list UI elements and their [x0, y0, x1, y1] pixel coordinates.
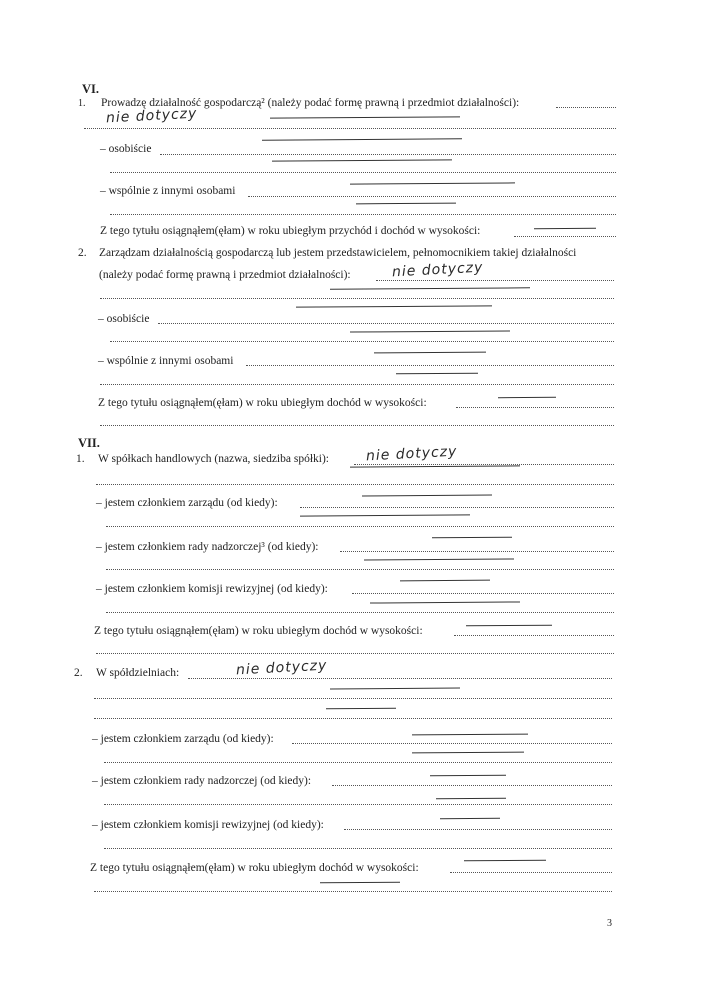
pen-stroke — [534, 228, 596, 229]
pen-stroke — [300, 514, 470, 516]
fill-line — [96, 652, 614, 654]
section-vii-item1-income: Z tego tytułu osiągnąłem(ęłam) w roku ubiegłym dochód w wysokości: — [94, 625, 423, 637]
pen-stroke — [412, 734, 528, 736]
section-vii-item1-board: – jestem członkiem zarządu (od kiedy): — [96, 497, 278, 509]
section-vii-item1-supervisory: – jestem członkiem rady nadzorczej³ (od kiedy): — [96, 541, 319, 553]
pen-stroke — [350, 465, 520, 467]
section-vi-item2-number: 2. — [78, 247, 87, 259]
fill-line — [300, 506, 614, 508]
fill-line — [514, 235, 616, 237]
pen-stroke — [350, 330, 510, 332]
pen-stroke — [374, 352, 486, 354]
pen-stroke — [272, 159, 452, 161]
fill-line — [344, 828, 612, 830]
section-vii-heading: VII. — [78, 436, 100, 450]
pen-stroke — [350, 182, 515, 184]
pen-stroke — [400, 580, 490, 582]
section-vi-item2-jointly: – wspólnie z innymi osobami — [98, 355, 234, 367]
fill-line — [94, 890, 612, 892]
fill-line — [100, 383, 614, 385]
pen-stroke — [440, 818, 500, 819]
fill-line — [340, 550, 614, 552]
section-vii-item1-audit: – jestem członkiem komisji rewizyjnej (od kiedy): — [96, 583, 328, 595]
fill-line — [100, 297, 614, 299]
fill-line — [104, 803, 612, 805]
fill-line — [104, 761, 612, 763]
pen-stroke — [270, 116, 460, 118]
pen-stroke — [262, 138, 462, 140]
section-vi-item1-number: 1. — [78, 98, 86, 109]
fill-line — [158, 322, 614, 324]
section-vi-item2-text-line2: (należy podać formę prawną i przedmiot działalności): — [99, 269, 351, 281]
section-vii-item1-text: W spółkach handlowych (nazwa, siedziba spółki): — [98, 453, 329, 465]
fill-line — [100, 424, 614, 426]
fill-line — [376, 279, 614, 281]
fill-line — [248, 195, 616, 197]
fill-line — [450, 871, 612, 873]
pen-stroke — [330, 287, 530, 289]
pen-stroke — [466, 625, 552, 627]
handwritten-not-applicable: nie dotyczy — [365, 443, 458, 465]
pen-stroke — [326, 708, 396, 709]
fill-line — [352, 592, 614, 594]
pen-stroke — [498, 397, 556, 398]
page-number: 3 — [607, 918, 612, 929]
pen-stroke — [364, 558, 514, 560]
fill-line — [84, 127, 616, 129]
pen-stroke — [356, 203, 456, 205]
fill-line — [456, 406, 614, 408]
pen-stroke — [296, 305, 492, 307]
fill-line — [94, 697, 612, 699]
pen-stroke — [396, 373, 478, 375]
section-vi-item2-text-line1: Zarządzam działalnością gospodarczą lub jestem przedstawicielem, pełnomocnikiem takiej działalności — [99, 247, 577, 259]
section-vii-item2-board: – jestem członkiem zarządu (od kiedy): — [92, 733, 274, 745]
fill-line — [246, 364, 614, 366]
pen-stroke — [330, 688, 460, 690]
fill-line — [160, 153, 616, 155]
fill-line — [96, 483, 614, 485]
section-vi-heading: VI. — [82, 82, 100, 96]
section-vi-item1-text: Prowadzę działalność gospodarczą² (należy podać formę prawną i przedmiot działalności): — [101, 97, 520, 109]
pen-stroke — [464, 860, 546, 862]
section-vii-item2-income: Z tego tytułu osiągnąłem(ęłam) w roku ubiegłym dochód w wysokości: — [90, 862, 419, 874]
handwritten-not-applicable: nie dotyczy — [105, 105, 198, 127]
section-vi-item2-income: Z tego tytułu osiągnąłem(ęłam) w roku ubiegłym dochód w wysokości: — [98, 397, 427, 409]
pen-stroke — [320, 882, 400, 884]
handwritten-not-applicable: nie dotyczy — [391, 259, 484, 281]
fill-line — [94, 717, 612, 719]
pen-stroke — [370, 601, 520, 603]
pen-stroke — [432, 537, 512, 539]
section-vii-item2-audit: – jestem członkiem komisji rewizyjnej (od kiedy): — [92, 819, 324, 831]
fill-line — [332, 784, 612, 786]
fill-line — [106, 525, 614, 527]
pen-stroke — [412, 752, 524, 754]
fill-line — [292, 742, 612, 744]
pen-stroke — [436, 798, 506, 799]
fill-line — [188, 677, 612, 679]
section-vii-item1-number: 1. — [76, 453, 85, 465]
section-vii-item2-text: W spółdzielniach: — [96, 667, 180, 679]
pen-stroke — [362, 495, 492, 497]
fill-line — [454, 634, 614, 636]
section-vi-item2-personal: – osobiście — [98, 313, 150, 325]
fill-line — [110, 213, 616, 215]
section-vi-item1-income: Z tego tytułu osiągnąłem(ęłam) w roku ubiegłym przychód i dochód w wysokości: — [100, 225, 481, 237]
fill-line — [110, 340, 614, 342]
section-vi-item1-personal: – osobiście — [100, 143, 152, 155]
handwritten-not-applicable: nie dotyczy — [235, 657, 328, 679]
fill-line — [104, 847, 612, 849]
section-vi-item1-jointly: – wspólnie z innymi osobami — [100, 185, 236, 197]
fill-line — [106, 568, 614, 570]
section-vii-item2-number: 2. — [74, 667, 83, 679]
section-vii-item2-supervisory: – jestem członkiem rady nadzorczej (od kiedy): — [92, 775, 312, 787]
fill-line — [110, 171, 616, 173]
pen-stroke — [430, 775, 506, 777]
fill-line — [106, 611, 614, 613]
fill-line — [556, 106, 616, 108]
